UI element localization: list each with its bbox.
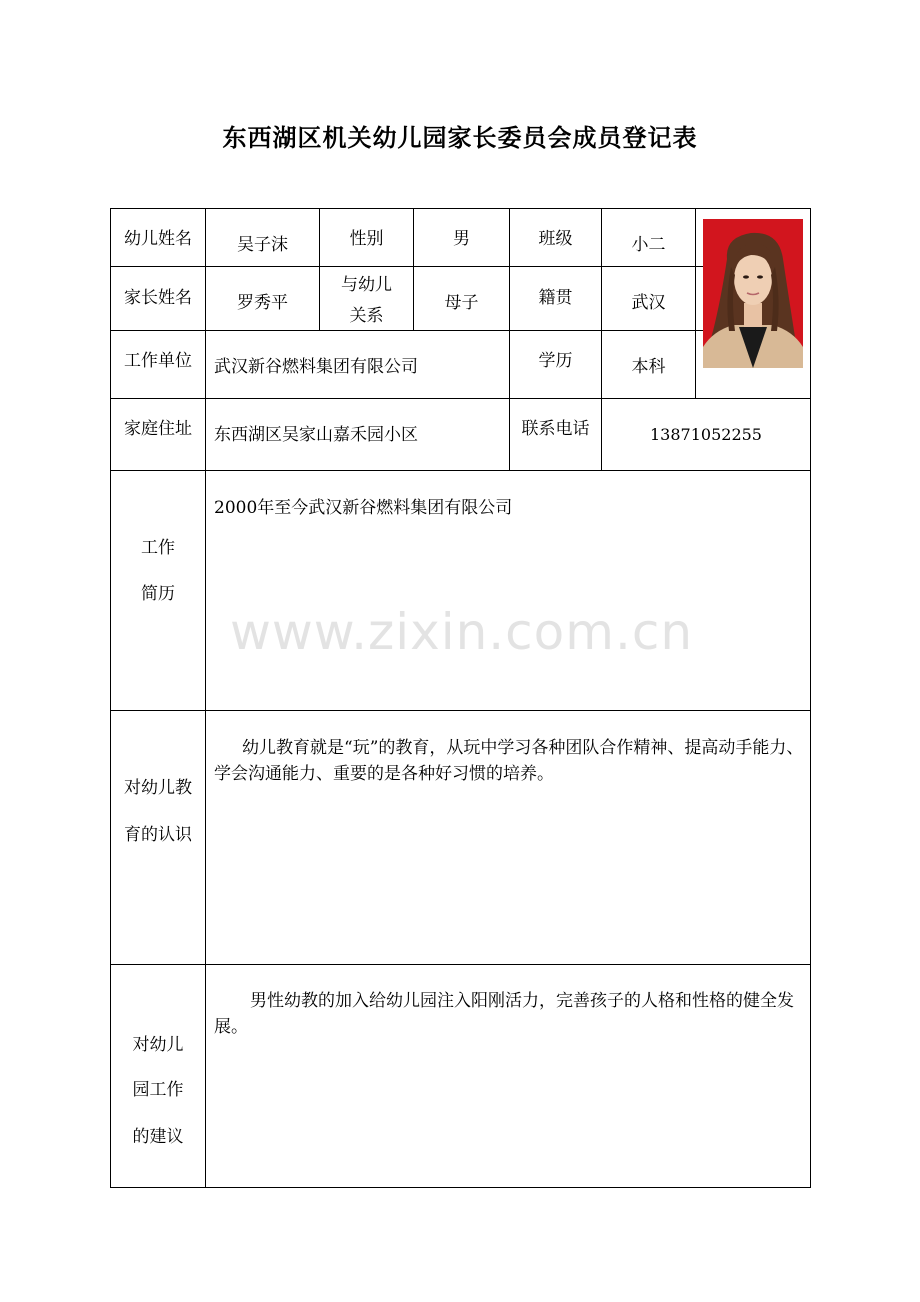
understanding-label-line1: 对幼儿教 <box>124 778 192 798</box>
native-place-label: 籍贯 <box>538 288 573 308</box>
address-label: 家庭住址 <box>124 419 192 439</box>
suggestion-label-line1: 对幼儿 <box>132 1035 184 1055</box>
gender-value: 男 <box>453 229 470 249</box>
phone-value: 13871052255 <box>650 425 762 444</box>
relation-label-line2: 关系 <box>349 306 384 326</box>
form-title: 东西湖区机关幼儿园家长委员会成员登记表 <box>222 124 698 152</box>
relation-label-line1: 与幼儿 <box>341 275 392 295</box>
address-value: 东西湖区吴家山嘉禾园小区 <box>214 425 418 445</box>
suggestion-text: 男性幼教的加入给幼儿园注入阳刚活力，完善孩子的人格和性格的健全发展。 <box>214 991 794 1037</box>
child-name-label: 幼儿姓名 <box>124 229 192 249</box>
suggestion-label-line2: 园工作 <box>132 1080 184 1100</box>
understanding-text: 幼儿教育就是“玩”的教育，从玩中学习各种团队合作精神、提高动手能力、学会沟通能力、重要的是各种好习惯的培养。 <box>214 738 804 784</box>
suggestion-label-line3: 的建议 <box>132 1127 184 1147</box>
education-label: 学历 <box>538 351 573 371</box>
resume-text: 2000年至今武汉新谷燃料集团有限公司 <box>214 498 513 518</box>
relation-value: 母子 <box>444 293 479 313</box>
watermark: www.zixin.com.cn <box>230 603 694 661</box>
parent-photo <box>703 219 803 368</box>
native-place-value: 武汉 <box>631 293 666 313</box>
work-unit-label: 工作单位 <box>124 351 192 371</box>
child-name-value: 吴子沫 <box>237 235 288 255</box>
resume-label-line1: 工作 <box>141 538 175 558</box>
class-label: 班级 <box>538 229 573 249</box>
work-unit-value: 武汉新谷燃料集团有限公司 <box>214 357 418 377</box>
resume-label-line2: 简历 <box>141 584 175 604</box>
class-value: 小二 <box>631 235 666 255</box>
education-value: 本科 <box>631 357 666 377</box>
parent-name-label: 家长姓名 <box>124 288 192 308</box>
understanding-label-line2: 育的认识 <box>124 825 192 845</box>
gender-label: 性别 <box>349 229 384 249</box>
parent-name-value: 罗秀平 <box>237 293 288 313</box>
phone-label: 联系电话 <box>521 419 590 439</box>
